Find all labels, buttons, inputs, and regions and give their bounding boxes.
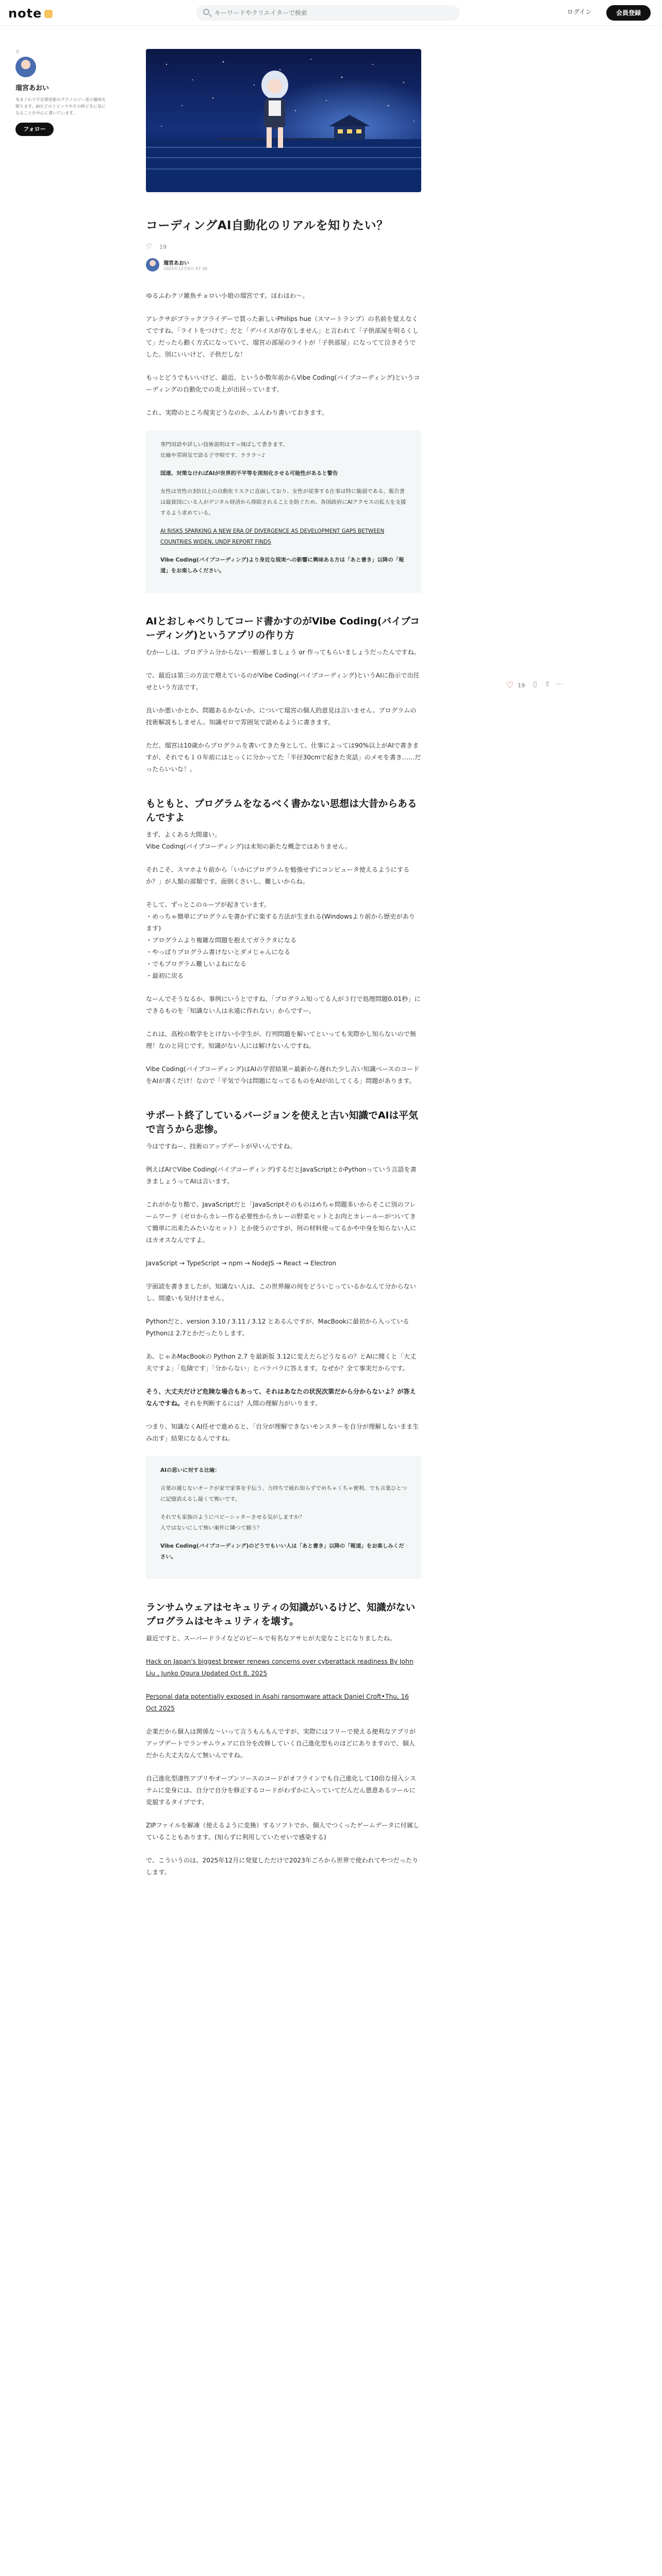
author-block[interactable] [146,258,421,274]
floating-action-bar [506,679,563,691]
sidebar-label: 名 [15,49,20,54]
note-logo[interactable]: note [8,6,53,21]
paragraph: で、最近は第三の方法で増えているのがVibe Coding(バイブコーディング)というAIに指示で出任せという方法です。 [146,672,420,691]
undp-report-link[interactable]: AI RISKS SPARKING A NEW ERA OF DIVERGENCE AS DEVELOPMENT GAPS BETWEEN COUNTRIES WIDEN, UNDP REPORT FINDS [160,528,385,545]
paragraph: まず、よくある大間違い。 Vibe Coding(バイブコーディング)は未知の新たな概念ではありません。 [146,831,352,850]
paragraph: Vibe Coding(バイブコーディング)はAIの学習結果＝最新から遅れた少し古い知識ベースのコードをAIが書くだけ！なので「平気で今は問題になってるものをAIが出してくる」問題があります。 [146,1065,420,1084]
heart-icon[interactable]: ♡ [506,680,514,690]
paragraph: これは、高校の数学をとけない小学生が、行列問題を解いてといっても実際かし知らないので無理！なのと同じです。知識がない人には解けないんですね。 [146,1030,417,1049]
login-link[interactable]: ログイン [567,8,592,15]
search-input[interactable] [214,5,452,21]
box-heading: 国連、対策なければAIが世界的不平等を深刻化させる可能性があると警告 [160,470,338,477]
paragraph: これがかなり酷で、JavaScriptだと「JavaScriptそのものはめちゃ問題多いからそこに別のフレームワーク（ゼロからカレー作る必要性からカレーの野菜セットとお肉とカレールーがついてきて簡単に出来たみたいなセット）とか使うのですが、何の材料使ってるかや中身を知らない人にはカオスなんですよ。 [146,1201,417,1244]
section-heading: ランサムウェアはセキュリティの知識がいるけど、知識がないプログラムはセキュリティを壊す。 [146,1602,416,1627]
paragraph: JavaScript → TypeScript → npm → NodeJS → React → Electron [146,1260,337,1267]
paragraph: もっとどうでもいいけど、最近、というか数年前からVibe Coding(バイブコーディング)というコーディングの自動化での炎上が出回っています。 [146,374,420,393]
creator-name[interactable]: 瑠宮あおい [15,84,49,92]
article [146,49,421,1890]
sidebar [15,49,108,136]
like-count: 19 [518,682,525,689]
author-name[interactable]: 瑠宮あおい [163,261,189,266]
external-link[interactable] [146,1691,421,1715]
paragraph: アレクサがブラックフライデーで買った新しいPhilips hue（スマートランプ）の名前を覚えなくてですね。「ライトをつけて」だと「デバイスが存在しません」と言われて「子供部屋を明るくして」だったら動く方式になっていて、瑠宮の部屋のライトが「子供部屋」になってて泣きそうでした。別にいいけど、子供だしな！ [146,315,419,358]
heart-outline-icon[interactable]: ♡ [146,243,153,251]
external-link[interactable] [160,526,407,548]
external-link[interactable] [146,1656,421,1680]
paragraph: あ、じゃあMacBookの Python 2.7 を最新版 3.12に変えたらどうなるの？とAIに聞くと「大丈夫ですよ」「危険です」「分からない」とバラバラに答えます。なぜか？全て事実だからです。 [146,1353,417,1372]
hero-illustration [146,49,421,192]
follow-button[interactable]: フォロー [15,123,54,136]
article-body [146,290,421,1878]
search-icon [203,9,209,15]
loop-list: そして、ずっとこのループが起きています。 ・めっちゃ簡単にプログラムを書かずに楽する方法が生まれる(Windowsより前から歴史があります) ・プログラムより複雑な問題を抱えてガラクタになる ・やっぱりプログラム書けないとダメじゃんになる ・でもプログラム難しいよねになる ・最初に戻る [146,901,416,979]
paragraph: で、こういうのは、2025年12月に発覚しただけで2023年ごろから世界で使われてやつだったりします。 [146,1857,419,1876]
paragraph: 今はですねー、技術のアップデートが早いんですね。 [146,1143,296,1150]
paragraph: 自己進化型凄性アプリやオープンソースのコードがオフラインでも自己進化して10倍な侵入システムに変身には、自分で自分を修正するコードがわずかに入っていてだんだん悪意あるツールに変貌するタイプです。 [146,1775,417,1806]
share-icon[interactable]: ⇪ [544,680,551,688]
paragraph: それこそ、スマホより前から「いかにプログラムを勉強せずにコンピュータ使えるようにするか？」が人類の部類です。面倒くさいし、難しいからね。 [146,866,410,885]
asahi-ransomware-link[interactable]: Personal data potentially exposed in Asahi ransomware attack Daniel Croft•Thu, 16 Oct 2025 [146,1693,409,1712]
signup-button[interactable]: 会員登録 [606,5,651,21]
quote-box [146,430,421,593]
paragraph: そう、大丈夫だけど危険な場合もあって、それはあなたの状況次第だから分からないよ？が答えなんですね。それを判断するには？人間の理解力がいります。 [146,1388,416,1407]
box-heading: AIの思いに対する比喩： [160,1467,220,1473]
article-like-count: 19 [159,244,167,250]
paragraph: Pythonだと、version 3.10 / 3.11 / 3.12 とあるんですが、MacBookに最初から入っているPythonは 2.7とかだったりします。 [146,1318,409,1337]
box-note: Vibe Coding(バイブコーディング)より身近な現実への影響に興味ある方は「あと書き」以降の「報道」をお楽しみください。 [160,557,404,574]
emphasis-text: そう、大丈夫だけど危険な場合もあって、それはあなたの状況次第だから分からないよ？が答えなんですね。 [146,1388,416,1407]
box-text: それでも家族のようにベビーシッターさせる気がしますか？ 人ではないにして怖い案件に隣つて願う？ [160,1514,305,1531]
box-line: 専門用語や詳しい技術説明はすっ飛ばして書きます。 比喩や雰囲気で語る子守唄です、ラララ〜♪ [160,442,288,459]
publish-date: 2025年12月4日 07:36 [163,266,208,271]
paragraph: つまり、知識なくAI任せで進めると、「自分が理解できないモンスターを自分が理解しないまま生み出す」結果になるんですね。 [146,1423,419,1442]
quote-box-2 [146,1456,421,1579]
article-like[interactable] [146,243,421,252]
paragraph: ZIPファイルを解凍（使えるように変換）するソフトでか、個人でつくったゲームデータに付属していることもあります。(知らずに利用していたせいで感染する) [146,1822,420,1841]
section-heading: サポート終了しているバージョンを使えと古い知識でAIは平気で言うから悲惨。 [146,1110,418,1135]
more-icon[interactable]: ⋯ [556,680,563,688]
hero-image [146,49,421,192]
article-title: コーディングAI自動化のリアルを知りたい？ [146,219,389,232]
creator-bio: 気まぐれで不定期更新のテクノロジー系の趣味を綴ります。AIなどのトピックやその時どきに気になることを中心に書いています。 [15,97,106,115]
header [0,0,662,26]
paragraph: これ、実際のところ現実どうなのか、ふんわり書いておきます。 [146,409,328,416]
box-text: 女性は男性の3倍以上の自動化リスクに直面しており、女性が従事する仕事は特に脆弱である。報告書は最貧国にいる人がデジタル経済から排除されることを防ぐため、各国政府にAIアクセスの拡大を支援するよう求めている。 [160,488,406,516]
paragraph: 良いか悪いかとか、問題あるかないか、について瑠宮の個人的意見は言いません。プログラムの技術解説もしません。知識ゼロで雰囲気で読めるように書きます。 [146,707,417,726]
asahi-hack-link[interactable]: Hack on Japan's biggest brewer renews concerns over cyberattack readiness By John Liu , Junko Ogura Updated Oct 8, 2025 [146,1658,413,1677]
paragraph: 企業だから個人は関係な〜いって言うもんもんですが、実際にはフリーで使える便利なアプリがアップデートでランサムウェアに自分を改修していく自己進化型ものほどにありますので、個人だから大丈夫なんて無いんですね。 [146,1728,416,1759]
search-bar[interactable] [196,5,460,21]
bookmark-icon[interactable]: ▯ [533,680,537,688]
paragraph: 例えばAIでVibe Coding(バイブコーディング)するだとJavaScriptとかPythonっていう言語を書きましょうってAIは言います。 [146,1166,417,1185]
paragraph: むかーしは、プログラム分からない一般層しましょう or 作ってもらいましょうだったんですね。 [146,649,420,656]
box-text: 言葉の通じないオークが家で家事を手伝う、力持ちで疲れ知らずでめちゃくちゃ便利、でも言葉ひとつに記憶消えるし最くて怖いです。 [160,1485,407,1502]
section-heading: AIとおしゃべりしてコード書かすのがVibe Coding(バイブコーディング)というアプリの作り方 [146,616,420,641]
paragraph: 字面読を書きましたが、知識ない人は、この世界線の何をどういじっているかなんて分からないし、間違いも気付けません。 [146,1283,417,1302]
paragraph: ただ、瑠宮は10歳からプログラムを書いてきた身として、仕事によっては90%以上がAIで書きますが、それでも１０年前にはとっくに分かってた「半径30cmで起きた実話」のメモを書き……だったらいいな！。 [146,742,421,773]
paragraph: 最近ですと、スーパードライなどのビールで有名なアサヒが大変なことになりましたね。 [146,1635,396,1642]
section-heading: もともと、プログラムをなるべく書かない思想は大昔からあるんですよ [146,799,417,823]
logo-badge-icon [44,10,53,18]
avatar[interactable] [15,57,36,77]
author-avatar[interactable] [146,258,159,272]
paragraph: なーんでそうなるか、事例にいうとですね、「プログラム知ってる人が３行で処理問題0.01秒」にできるものを「知識ない人は永遠に作れない」からですー。 [146,995,421,1014]
box-note: Vibe Coding(バイブコーディング)のどうでもいい人は「あと書き」以降の「報道」をお楽しみください。 [160,1543,404,1560]
paragraph: ゆるふわクソ雑魚チョロい小娘の瑠宮です。ほわほわ〜。 [146,292,309,299]
